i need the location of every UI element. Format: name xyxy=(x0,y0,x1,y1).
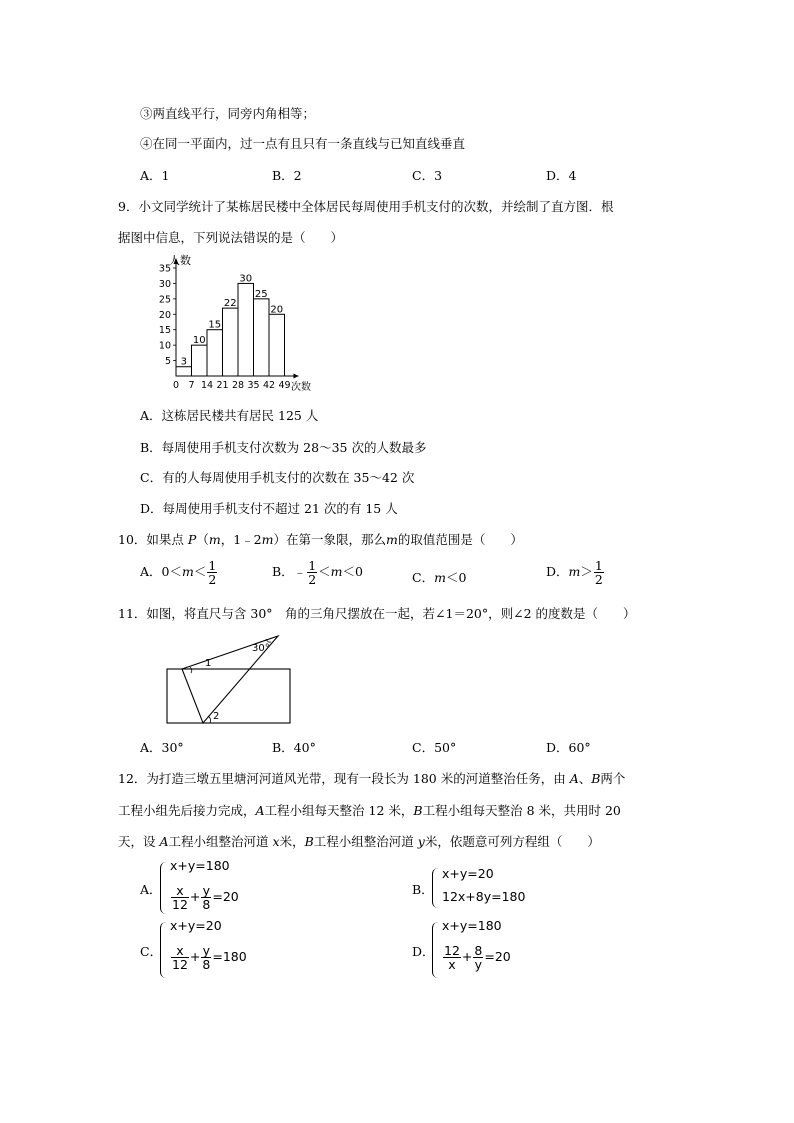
bar-value-label: 15 xyxy=(208,319,222,331)
q9-option-b: B．每周使用手机支付次数为 28～35 次的人数最多 xyxy=(140,440,427,455)
bar-value-label: 10 xyxy=(192,335,206,347)
q11-option-a: A．30° xyxy=(140,740,184,755)
y-tick-label: 15 xyxy=(158,325,171,337)
q10-option-b: B．﹣ $\frac{1}{2}$ ＜m＜0 xyxy=(272,558,363,588)
bar-value-label: 20 xyxy=(270,304,284,316)
x-tick-label: 0 xyxy=(172,380,180,391)
y-tick-label: 25 xyxy=(158,294,171,306)
x-axis-title: 次数 xyxy=(291,382,311,393)
y-tick-label: 30 xyxy=(158,278,171,290)
histogram-bar xyxy=(238,283,254,376)
q12-stem-line3: 天，设 A工程小组整治河道 x米，B工程小组整治河道 y米，依题意可列方程组（ ） xyxy=(118,834,600,849)
x-tick-label: 35 xyxy=(247,380,260,391)
q12-stem-line1: 12．为打造三墩五里塘河河道风光带，现有一段长为 180 米的河道整治任务，由 A、B两个 xyxy=(118,771,626,786)
x-tick-label: 42 xyxy=(262,380,276,391)
ruler-triangle-figure xyxy=(160,628,300,728)
y-axis-title: 人数 xyxy=(169,254,191,267)
prev-option-c: C．3 xyxy=(412,168,443,183)
x-axis-arrow xyxy=(294,374,299,379)
q10-option-c: C．m＜0 xyxy=(412,570,467,585)
histogram-bar xyxy=(223,308,239,376)
y-tick-label: 20 xyxy=(158,309,171,321)
prev-option-d: D．4 xyxy=(546,168,577,183)
bar-value-label: 3 xyxy=(180,356,187,368)
x-tick-label: 14 xyxy=(200,380,214,391)
prev-option-a: A．1 xyxy=(140,168,170,183)
histogram-bar xyxy=(207,330,223,376)
x-tick-label: 49 xyxy=(278,380,291,391)
statement-3: ③两直线平行，同旁内角相等； xyxy=(140,106,316,121)
bar-value-label: 25 xyxy=(254,288,268,300)
y-tick-label: 5 xyxy=(164,356,171,368)
q10-option-a: A．0＜m＜ $\frac{1}{2}$ xyxy=(140,558,217,588)
x-tick-label: 28 xyxy=(231,380,245,391)
bar-value-label: 22 xyxy=(223,298,237,310)
q9-option-c: C．有的人每周使用手机支付的次数在 35～42 次 xyxy=(140,470,415,485)
y-tick-label: 10 xyxy=(158,340,171,352)
y-tick-label: 35 xyxy=(158,263,171,275)
angle-30-label: 30° xyxy=(252,643,270,654)
prev-option-b: B．2 xyxy=(272,168,302,183)
q11-option-b: B．40° xyxy=(272,740,316,755)
q9-option-a: A．这栋居民楼共有居民 125 人 xyxy=(140,408,319,423)
q11-option-d: D．60° xyxy=(546,740,591,755)
histogram-bar xyxy=(269,314,285,376)
histogram-bar xyxy=(192,345,208,376)
q9-stem-line1: 9．小文同学统计了某栋居民楼中全体居民每周使用手机支付的次数，并绘制了直方图．根 xyxy=(118,199,614,214)
histogram-bar xyxy=(176,367,192,376)
histogram-bar xyxy=(254,299,270,376)
q10-stem: 10．如果点 P（m，1﹣2m）在第一象限，那么m的取值范围是（ ） xyxy=(118,532,523,547)
q10-option-d: D．m＞ $\frac{1}{2}$ xyxy=(546,558,603,588)
angle-1-label: 1 xyxy=(205,658,212,669)
bar-value-label: 30 xyxy=(239,273,253,285)
q11-stem: 11．如图，将直尺与含 30° 角的三角尺摆放在一起，若∠1＝20°，则∠2 的度数是（ ） xyxy=(118,606,636,621)
x-tick-label: 21 xyxy=(216,380,229,391)
histogram-chart xyxy=(125,250,345,400)
x-tick-label: 7 xyxy=(188,380,195,391)
q12-stem-line2: 工程小组先后接力完成，A工程小组每天整治 12 米，B工程小组每天整治 8 米，共用时 20 xyxy=(118,803,621,818)
statement-4: ④在同一平面内，过一点有且只有一条直线与已知直线垂直 xyxy=(140,136,466,151)
q9-stem-line2: 据图中信息，下列说法错误的是（ ） xyxy=(118,230,344,245)
angle-1-arc xyxy=(190,667,192,673)
q11-option-c: C．50° xyxy=(412,740,457,755)
q9-option-d: D．每周使用手机支付不超过 21 次的有 15 人 xyxy=(140,501,398,516)
angle-2-label: 2 xyxy=(213,711,220,722)
